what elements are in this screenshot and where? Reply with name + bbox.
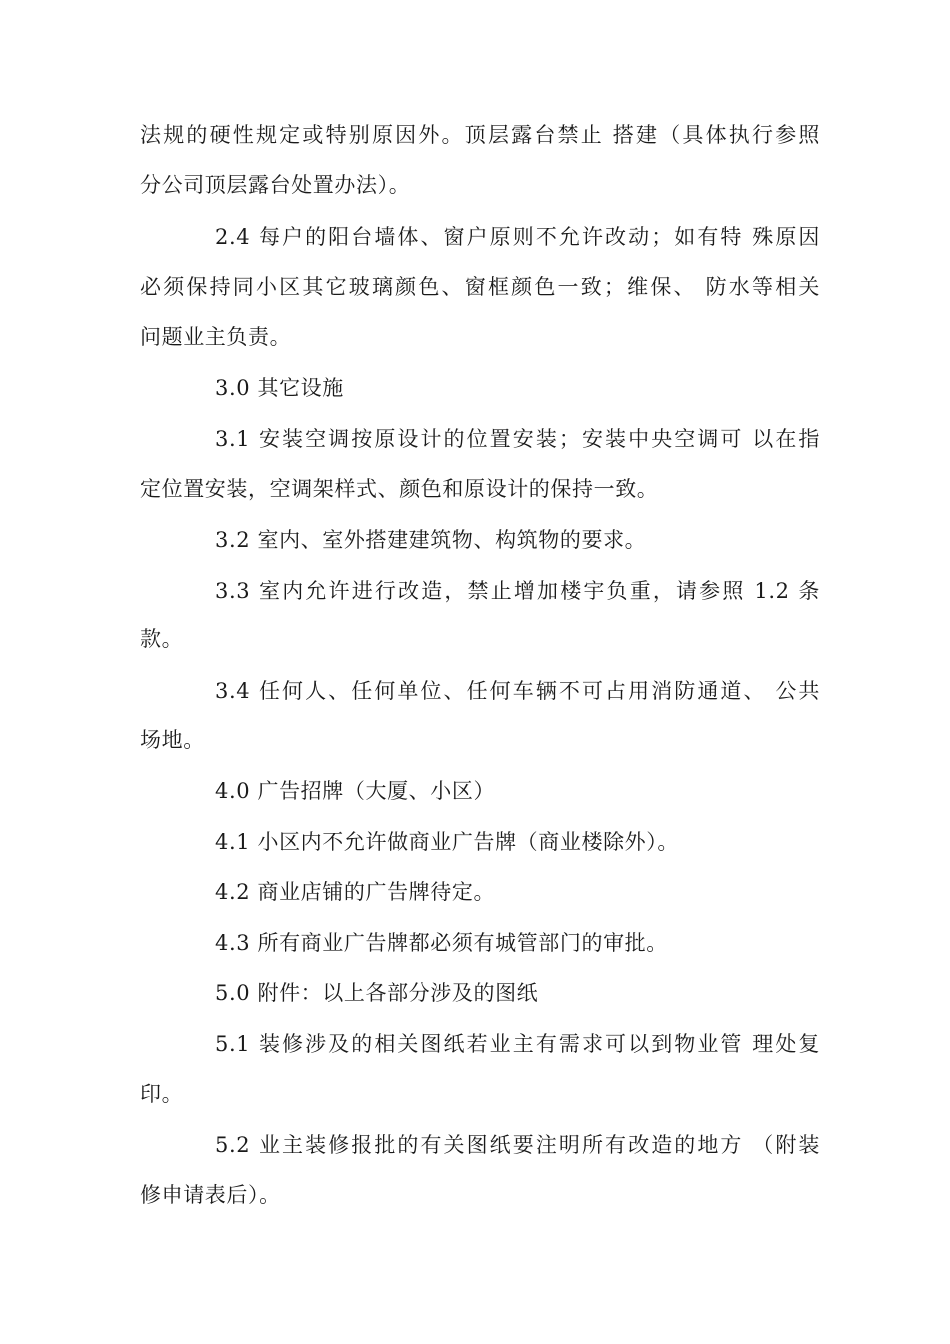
text-line: 定位置安装，空调架样式、颜色和原设计的保持一致。 (140, 477, 659, 501)
text-line: 5.2 业主装修报批的有关图纸要注明所有改造的地方 （附装 (215, 1133, 820, 1157)
text-line: 5.1 装修涉及的相关图纸若业主有需求可以到物业管 理处复 (215, 1032, 820, 1056)
section-heading: 4.0 广告招牌（大厦、小区） (215, 779, 496, 803)
section-heading: 5.0 附件：以上各部分涉及的图纸 (215, 981, 539, 1005)
text-line: 场地。 (140, 728, 205, 752)
text-line: 4.2 商业店铺的广告牌待定。 (215, 880, 496, 904)
section-heading: 3.0 其它设施 (215, 376, 344, 400)
text-line: 印。 (140, 1082, 184, 1106)
text-line: 4.1 小区内不允许做商业广告牌（商业楼除外）。 (215, 830, 679, 854)
text-line: 法规的硬性规定或特别原因外。顶层露台禁止 搭建（具体执行参照 (140, 123, 820, 147)
text-line: 3.1 安装空调按原设计的位置安装；安装中央空调可 以在指 (215, 427, 820, 451)
text-line: 2.4 每户的阳台墙体、窗户原则不允许改动；如有特 殊原因 (215, 225, 820, 249)
text-line: 款。 (140, 627, 184, 651)
text-line: 4.3 所有商业广告牌都必须有城管部门的审批。 (215, 931, 668, 955)
text-line: 分公司顶层露台处置办法）。 (140, 173, 411, 197)
text-line: 3.2 室内、室外搭建建筑物、构筑物的要求。 (215, 528, 647, 552)
text-line: 修申请表后）。 (140, 1183, 281, 1207)
text-line: 3.3 室内允许进行改造，禁止增加楼宇负重，请参照 1.2 条 (215, 579, 820, 603)
text-line: 3.4 任何人、任何单位、任何车辆不可占用消防通道、 公共 (215, 679, 820, 703)
text-line: 必须保持同小区其它玻璃颜色、窗框颜色一致；维保、 防水等相关 (140, 275, 820, 299)
text-line: 问题业主负责。 (140, 325, 292, 349)
